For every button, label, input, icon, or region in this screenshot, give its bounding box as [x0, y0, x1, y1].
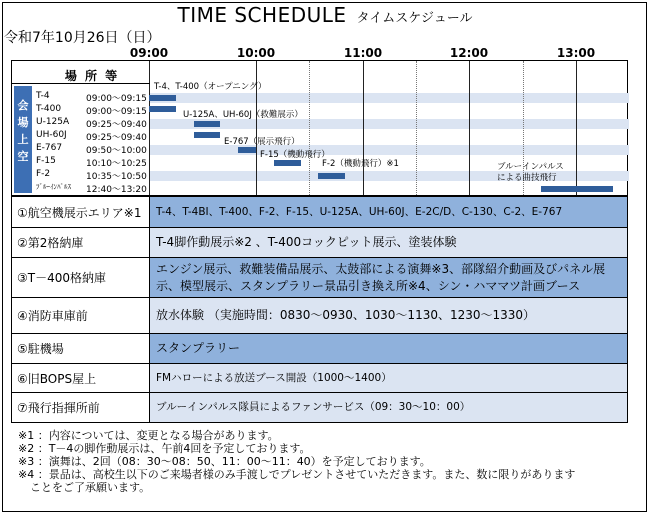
venue-time-t4: 09:00～09:15: [86, 94, 147, 104]
time-label-1100: 11:00: [343, 46, 383, 60]
facility-content: エンジン展示、救難装備品展示、太鼓部による演舞※3、部隊紹介動画及びパネル展示、模型展示、スタンプラリー景品引き換え所※4、シン・ハママツ計画ブース: [150, 258, 627, 297]
bar-label-f15: F-15（機動飛行）: [260, 150, 330, 160]
facility-name: ⑦飛行指揮所前: [12, 393, 150, 422]
table-row: [12, 196, 627, 227]
bar-u125a: [194, 121, 221, 127]
grid-line-half: [416, 61, 417, 195]
bar-blue-impulse: [541, 186, 612, 192]
venue-time-uh60j: 09:25～09:40: [86, 133, 147, 143]
bar-label-e767: E-767（展示飛行）: [224, 137, 300, 147]
facility-table: [11, 196, 628, 423]
venue-f15: F-15: [36, 156, 56, 166]
footnote: ※2 ：T－4の脚作動展示は、午前4回を予定しております。: [18, 442, 311, 455]
grid-line: [363, 61, 364, 195]
venue-f2: F-2: [36, 169, 51, 179]
facility-name: ④消防車庫前: [12, 298, 150, 333]
venue-t4: T-4: [36, 91, 50, 101]
facility-name: ③T－400格納庫: [12, 258, 150, 297]
facility-name: ⑥旧BOPS屋上: [12, 364, 150, 392]
bar-label-rescue: U-125A、UH-60J（救難展示）: [183, 110, 303, 120]
bar-label-aerobatics: による曲技飛行: [497, 173, 557, 183]
table-row: [12, 392, 627, 422]
venue-time-e767: 09:50～10:00: [86, 146, 147, 156]
bar-t400: [149, 106, 176, 112]
table-row: [12, 257, 627, 297]
time-label-1200: 12:00: [449, 46, 489, 60]
footnote: ※1 ：内容については、変更となる場合があります。: [18, 429, 279, 442]
time-label-0900: 09:00: [129, 46, 169, 60]
table-row: [12, 227, 627, 257]
venue-time-f2: 10:35～10:50: [86, 172, 147, 182]
grid-line: [469, 61, 470, 195]
row-band: [150, 93, 629, 103]
venue-time-blue-impulse: 12:40～13:20: [86, 185, 147, 195]
title-sub: タイムスケジュール: [356, 11, 473, 26]
bar-f2: [318, 173, 345, 179]
grid-line-half: [309, 61, 310, 195]
venue-e767: E-767: [36, 143, 63, 153]
table-row: [12, 333, 627, 363]
facility-content: 放水体験 （実施時間：0830～0930、1030～1130、1230～1330）: [150, 298, 627, 333]
facility-content: T-4、T-4BI、T-400、F-2、F-15、U-125A、UH-60J、E-2C/D、C-130、C-2、E-767: [150, 197, 627, 227]
facility-name: ②第2格納庫: [12, 228, 150, 257]
venue-time-f15: 10:10～10:25: [86, 159, 147, 169]
facility-name: ①航空機展示エリア※1: [12, 197, 150, 227]
row-band: [150, 145, 629, 155]
venue-time-t400: 09:00～09:15: [86, 107, 147, 117]
title-main: TIME SCHEDULE: [177, 3, 347, 27]
bar-t4: [149, 95, 176, 101]
venue-blue-impulse: ﾌﾞﾙｰｲﾝﾊﾟﾙｽ: [36, 183, 71, 191]
table-row: [12, 363, 627, 392]
grid-line: [576, 61, 577, 195]
venue-t400: T-400: [36, 104, 62, 114]
footnote: ※4 ：景品は、高校生以下のご来場者様のみ手渡しでプレゼントさせていただきます。また、数に限りがあります: [18, 468, 576, 481]
table-row: [12, 297, 627, 333]
venue-u125a: U-125A: [36, 117, 70, 127]
bar-label-opening: T-4、T-400（オープニング）: [154, 82, 267, 92]
footnotes: [18, 429, 575, 494]
facility-content: T-4脚作動展示※2 、T-400コックピット展示、塗装体験: [150, 228, 627, 257]
flight-timeline: [11, 60, 628, 196]
bar-label-f2: F-2（機動飛行）※1: [322, 159, 399, 169]
venue-time-u125a: 09:25～09:40: [86, 120, 147, 130]
time-label-1300: 13:00: [556, 46, 596, 60]
venue-uh60j: UH-60J: [36, 130, 67, 140]
facility-content: FMハローによる放送ブース開設（1000～1400）: [150, 364, 627, 392]
time-label-1000: 10:00: [236, 46, 276, 60]
airspace-label: 会 場 上 空: [14, 86, 32, 193]
venue-header: 場 所 等: [64, 69, 120, 83]
facility-content: ブルーインパルス隊員によるファンサービス（09：30～10：00）: [150, 393, 627, 422]
footnote: ※3 ：演舞は、2回（08：30～08：50、11：00～11：40）を予定しております。: [18, 455, 431, 468]
bar-label-blue-impulse: ブルーインパルス: [497, 162, 564, 172]
facility-name: ⑤駐機場: [12, 334, 150, 363]
facility-content: スタンプラリー: [150, 334, 627, 363]
footnote: ことをご了承願います。: [30, 481, 151, 494]
event-date: 令和7年10月26日（日）: [4, 30, 161, 46]
page-title: [0, 3, 650, 27]
bar-uh60j: [194, 132, 221, 138]
